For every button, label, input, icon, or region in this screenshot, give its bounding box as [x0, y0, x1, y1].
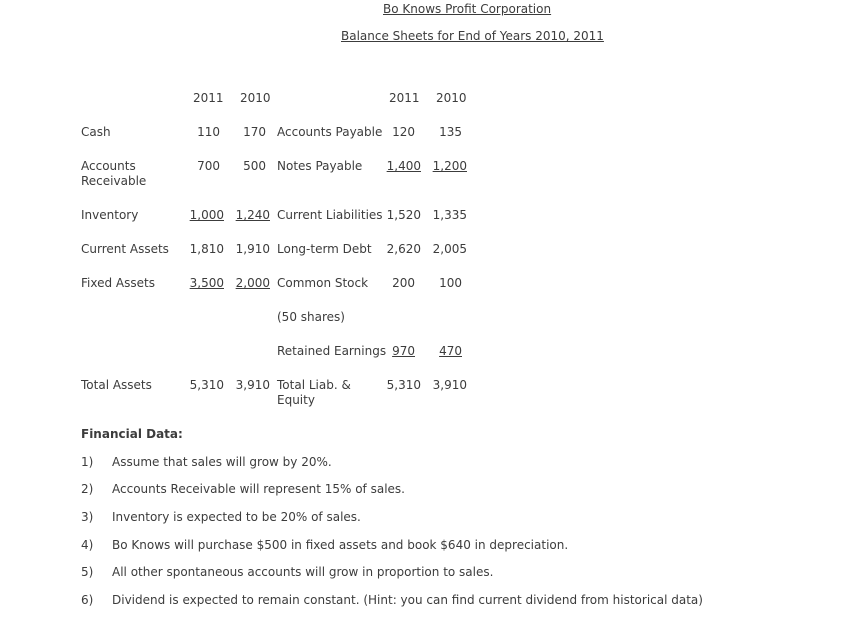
liab-common-stock-2010: 100 — [439, 276, 462, 290]
asset-receivable-2011: 700 — [197, 159, 220, 173]
liab-long-term-debt-2010: 2,005 — [432, 242, 467, 256]
financial-item-text: Assume that sales will grow by 20%. — [112, 455, 332, 469]
liab-label-retained-earnings: Retained Earnings — [277, 344, 387, 358]
financial-item-text: Accounts Receivable will represent 15% of sales. — [112, 482, 405, 496]
liab-common-stock-2011: 200 — [392, 276, 415, 290]
asset-label-inventory: Inventory — [81, 208, 139, 222]
financial-item-number: 4) — [81, 538, 94, 552]
liab-notes-payable-2010: 1,200 — [432, 159, 467, 173]
liab-accounts-payable-2010: 135 — [439, 125, 462, 139]
financial-item-text: Bo Knows will purchase $500 in fixed assets and book $640 in depreciation. — [112, 538, 569, 552]
liab-year-2011-header: 2011 — [389, 91, 420, 105]
liab-label-accounts-payable: Accounts Payable — [277, 125, 383, 139]
liab-label-common-stock: Common Stock — [277, 276, 369, 290]
financial-item-number: 1) — [81, 455, 94, 469]
liab-retained-earnings-2010: 470 — [439, 344, 462, 358]
asset-cash-2011: 110 — [197, 125, 220, 139]
liab-label-shares-note: (50 shares) — [277, 310, 345, 324]
liab-retained-earnings-2011: 970 — [392, 344, 415, 358]
financial-item-text: Dividend is expected to remain constant. (Hint: you can find current dividend from historical data) — [112, 593, 703, 607]
liab-long-term-debt-2011: 2,620 — [386, 242, 421, 256]
asset-label-current-assets: Current Assets — [81, 242, 169, 256]
liab-current-liabilities-2010: 1,335 — [432, 208, 467, 222]
asset-current-assets-2010: 1,910 — [235, 242, 270, 256]
company-title: Bo Knows Profit Corporation — [383, 2, 552, 16]
financial-item-text: All other spontaneous accounts will grow in proportion to sales. — [112, 565, 494, 579]
liab-label-notes-payable: Notes Payable — [277, 159, 363, 173]
liab-total-liab-equity-2010: 3,910 — [432, 378, 467, 392]
liab-label-long-term-debt: Long-term Debt — [277, 242, 372, 256]
asset-receivable-2010: 500 — [243, 159, 266, 173]
liab-notes-payable-2011: 1,400 — [386, 159, 421, 173]
asset-fixed-assets-2011: 3,500 — [189, 276, 224, 290]
liab-total-liab-equity-2011: 5,310 — [386, 378, 421, 392]
asset-label-total-assets: Total Assets — [81, 378, 152, 392]
liab-accounts-payable-2011: 120 — [392, 125, 415, 139]
financial-item-number: 3) — [81, 510, 94, 524]
asset-label-receivable: Accounts Receivable — [81, 159, 147, 188]
asset-total-assets-2011: 5,310 — [189, 378, 224, 392]
financial-item-number: 6) — [81, 593, 94, 607]
sheet-subtitle: Balance Sheets for End of Years 2010, 2011 — [341, 29, 604, 43]
assets-year-2010-header: 2010 — [240, 91, 271, 105]
financial-item-text: Inventory is expected to be 20% of sales. — [112, 510, 361, 524]
liab-label-current-liabilities: Current Liabilities — [277, 208, 383, 222]
asset-cash-2010: 170 — [243, 125, 266, 139]
asset-current-assets-2011: 1,810 — [189, 242, 224, 256]
financial-item-number: 2) — [81, 482, 94, 496]
liab-current-liabilities-2011: 1,520 — [386, 208, 421, 222]
assets-year-2011-header: 2011 — [193, 91, 224, 105]
liab-label-total-liab-equity: Total Liab. & Equity — [277, 378, 351, 407]
asset-inventory-2011: 1,000 — [189, 208, 224, 222]
financial-data-heading: Financial Data: — [81, 427, 183, 441]
asset-total-assets-2010: 3,910 — [235, 378, 270, 392]
asset-fixed-assets-2010: 2,000 — [235, 276, 270, 290]
liab-year-2010-header: 2010 — [436, 91, 467, 105]
asset-label-fixed-assets: Fixed Assets — [81, 276, 155, 290]
asset-inventory-2010: 1,240 — [235, 208, 270, 222]
asset-label-cash: Cash — [81, 125, 111, 139]
financial-item-number: 5) — [81, 565, 94, 579]
